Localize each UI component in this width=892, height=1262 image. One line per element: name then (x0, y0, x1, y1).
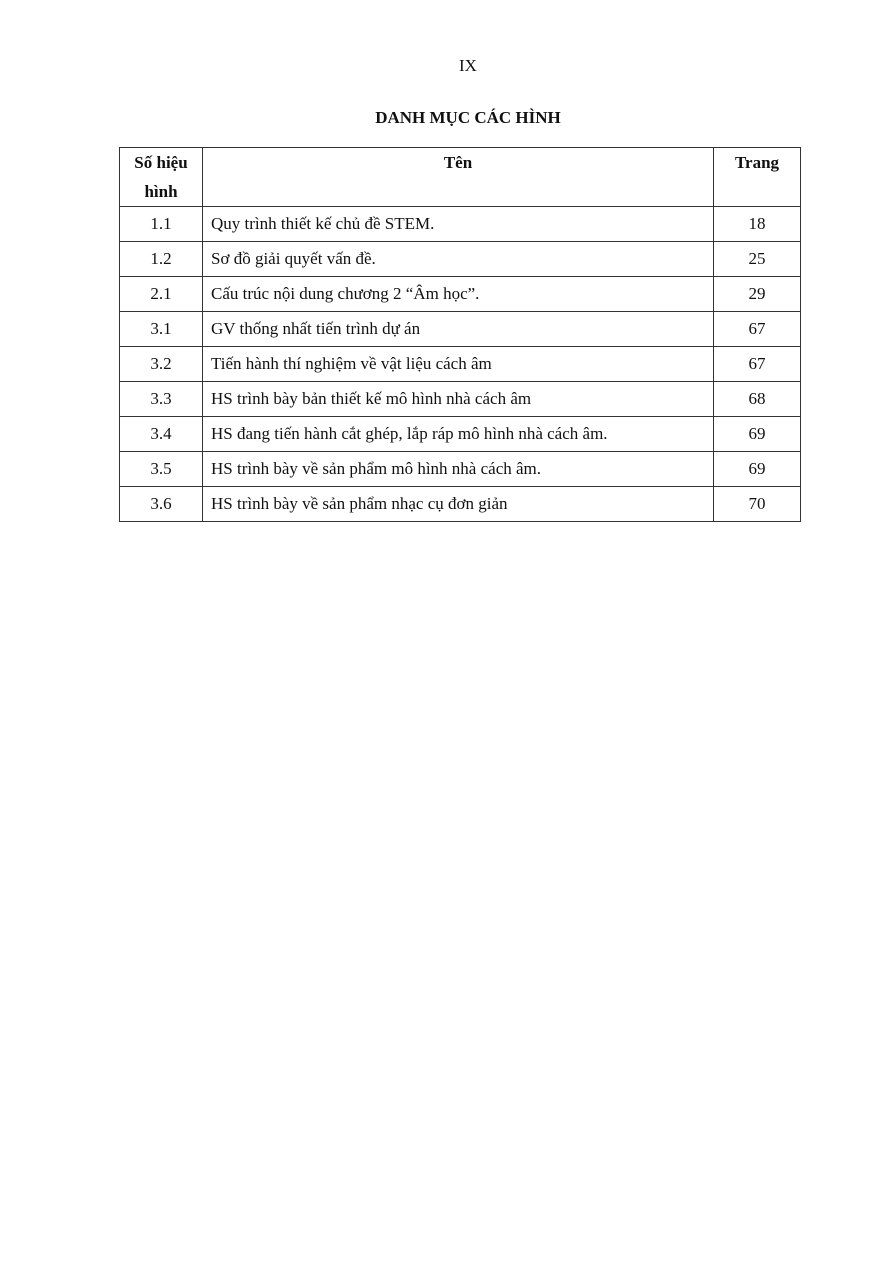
figure-page: 70 (714, 487, 801, 522)
figure-number: 3.3 (120, 382, 203, 417)
page-title: DANH MỤC CÁC HÌNH (375, 108, 561, 127)
table-header (120, 148, 801, 207)
figure-page: 69 (714, 417, 801, 452)
figure-number: 3.4 (120, 417, 203, 452)
figure-name: Quy trình thiết kế chủ đề STEM. (203, 207, 714, 242)
figure-name: HS trình bày về sản phẩm mô hình nhà cách âm. (203, 452, 714, 487)
figure-number: 1.2 (120, 242, 203, 277)
figure-name: Tiến hành thí nghiệm về vật liệu cách âm (203, 347, 714, 382)
table-row (120, 487, 801, 522)
figure-name: HS trình bày về sản phẩm nhạc cụ đơn giản (203, 487, 714, 522)
table-row (120, 207, 801, 242)
figure-number: 3.1 (120, 312, 203, 347)
table-row (120, 452, 801, 487)
figure-name: HS trình bày bản thiết kế mô hình nhà cách âm (203, 382, 714, 417)
figure-name: Sơ đồ giải quyết vấn đề. (203, 242, 714, 277)
page-number: IX (459, 56, 477, 75)
figure-name: GV thống nhất tiến trình dự án (203, 312, 714, 347)
figure-number: 3.2 (120, 347, 203, 382)
table-row (120, 277, 801, 312)
figure-name: HS đang tiến hành cắt ghép, lắp ráp mô hình nhà cách âm. (203, 417, 714, 452)
figure-page: 25 (714, 242, 801, 277)
figure-page: 67 (714, 312, 801, 347)
figure-page: 67 (714, 347, 801, 382)
table-row (120, 417, 801, 452)
figure-number: 2.1 (120, 277, 203, 312)
figure-page: 68 (714, 382, 801, 417)
table-row (120, 312, 801, 347)
figure-list-table (119, 147, 801, 522)
header-figure-name: Tên (203, 148, 714, 207)
figure-number: 3.6 (120, 487, 203, 522)
table-row (120, 347, 801, 382)
figure-page: 29 (714, 277, 801, 312)
header-figure-number: Số hiệu hình (120, 148, 203, 207)
table-header-row (120, 148, 801, 207)
table-row (120, 382, 801, 417)
figure-name: Cấu trúc nội dung chương 2 “Âm học”. (203, 277, 714, 312)
figure-page: 18 (714, 207, 801, 242)
figure-page: 69 (714, 452, 801, 487)
header-page: Trang (714, 148, 801, 207)
figure-number: 3.5 (120, 452, 203, 487)
table-row (120, 242, 801, 277)
table-body (120, 207, 801, 522)
figure-number: 1.1 (120, 207, 203, 242)
